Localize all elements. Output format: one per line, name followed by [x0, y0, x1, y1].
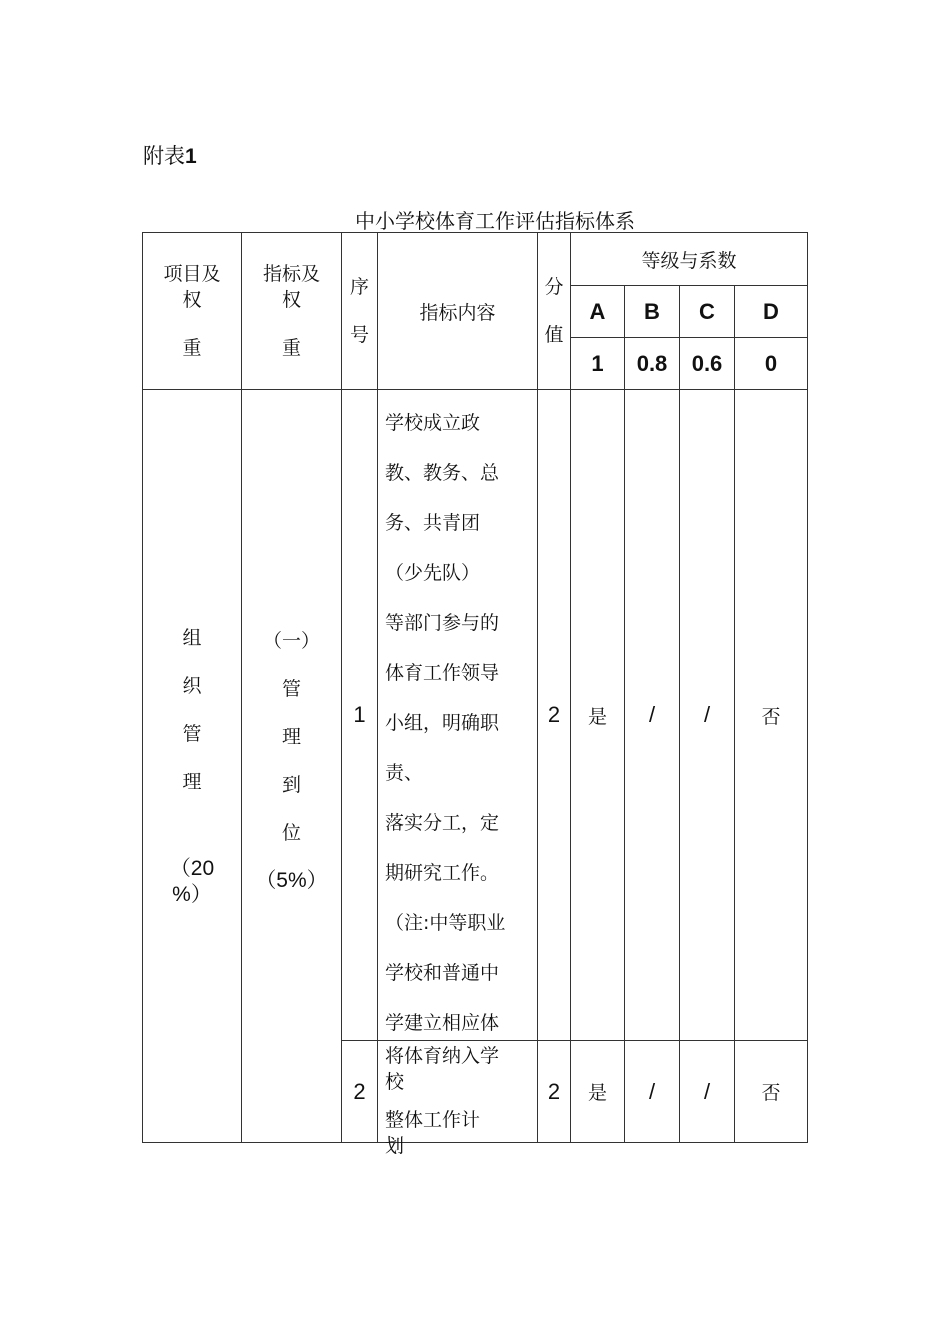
- grade-a: A: [571, 286, 625, 338]
- grade-b: B: [625, 286, 680, 338]
- row1-grade-d: 否: [735, 390, 808, 1041]
- header-indicator-weight: 指标及 权 重: [242, 233, 342, 390]
- grade-d: D: [735, 286, 808, 338]
- appendix-label: 附表1: [143, 144, 197, 168]
- header-seq: 序 号: [342, 233, 378, 390]
- coef-a: 1: [571, 338, 625, 390]
- row2-grade-a: 是: [571, 1041, 625, 1143]
- grade-c: C: [680, 286, 735, 338]
- header-item-weight: 项目及 权 重: [143, 233, 242, 390]
- coef-c: 0.6: [680, 338, 735, 390]
- row1-grade-a: 是: [571, 390, 625, 1041]
- table-row: [143, 390, 808, 1041]
- row2-seq: 2: [342, 1041, 378, 1143]
- evaluation-table: [142, 232, 808, 1157]
- header-grade-group: 等级与系数: [571, 233, 808, 286]
- row2-score: 2: [538, 1041, 571, 1143]
- section-item-cell: 组 织 管 理 （20 %）: [143, 390, 242, 1143]
- row1-content: 学校成立政 教、教务、总 务、共青团 （少先队） 等部门参与的 体育工作领导 小组，明确职 责、 落实分工，定 期研究工作。 （注:中等职业 学校和普通中 学建立相应体: [378, 390, 538, 1041]
- coef-b: 0.8: [625, 338, 680, 390]
- row2-grade-c: /: [680, 1041, 735, 1143]
- header-content: 指标内容: [378, 233, 538, 390]
- row1-grade-c: /: [680, 390, 735, 1041]
- row1-grade-b: /: [625, 390, 680, 1041]
- row2-content: 将体育纳入学 校 整体工作计 划: [378, 1041, 538, 1143]
- section-indicator-cell: （一） 管 理 到 位 （5%）: [242, 390, 342, 1143]
- table-title: 中小学校体育工作评估指标体系: [355, 209, 635, 233]
- row1-seq: 1: [342, 390, 378, 1041]
- coef-d: 0: [735, 338, 808, 390]
- row1-score: 2: [538, 390, 571, 1041]
- row2-grade-d: 否: [735, 1041, 808, 1143]
- header-score: 分 值: [538, 233, 571, 390]
- row2-grade-b: /: [625, 1041, 680, 1143]
